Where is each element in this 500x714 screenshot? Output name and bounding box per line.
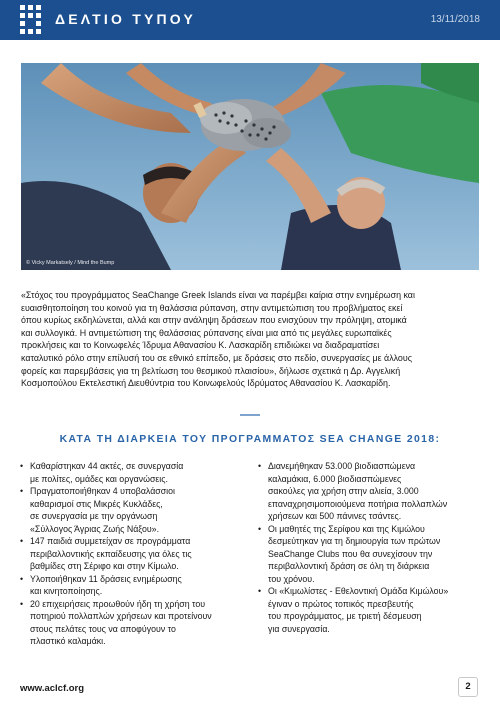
intro-line: «Στόχος του προγράμματος SeaChange Greek Islands είναι να παρέμβει καίρια στην ενημέρωση και — [21, 290, 415, 300]
bullet-list-left — [20, 460, 242, 648]
list-item-line: 147 παιδιά συμμετείχαν σε προγράμματα — [30, 536, 191, 546]
list-item-line: βαθμίδες στη Σέριφο και στην Κίμωλο. — [30, 561, 179, 571]
photo-credit: © Vicky Markatsely / Mind the Bump — [26, 260, 115, 266]
bullet-list-right — [258, 460, 480, 635]
list-item-line: του χρόνου. — [268, 573, 315, 584]
website-link[interactable]: www.aclcf.org — [20, 683, 85, 694]
list-item-line: Οι μαθητές της Σερίφου και της Κιμώλου — [268, 523, 425, 534]
intro-line: προκλήσεις και το Κοινωφελές Ίδρυμα Αθανασίου Κ. Λασκαρίδη επιδιώκει να διαδραματίσει — [21, 340, 380, 351]
intro-line: ευαισθητοποίηση του κοινού για τη θαλάσσια ρύπανση, στην αντιμετώπιση του προβλήματος εκεί — [21, 302, 403, 313]
list-item-line: επαναχρησιμοποιούμενα ποτήρια πολλαπλών — [268, 498, 448, 509]
list-item — [20, 573, 242, 598]
list-item-line: Υλοποιήθηκαν 11 δράσεις ενημέρωσης — [30, 573, 182, 584]
list-item-line: 20 επιχειρήσεις προωθούν ήδη τη χρήση του — [30, 598, 206, 609]
list-item-line: χρήσεων και 500 πάνινες τσάντες. — [268, 511, 402, 521]
list-item-line: SeaChange Clubs που θα συνεχίσουν την — [268, 548, 433, 559]
list-item-line: καθαρισμοί στις Μικρές Κυκλάδες, — [30, 498, 163, 509]
intro-quote-paragraph — [21, 289, 481, 390]
list-item-line: σακούλες για χρήση στην αλιεία, 3.000 — [268, 486, 419, 496]
intro-line: φορείς και παρεμβάσεις για τη βελτίωση του θεσμικού πλαισίου», δήλωσε σχετικά η Δρ. Αγγελική — [21, 365, 401, 376]
list-item-line: στους πελάτες τους να αποφύγουν το — [30, 623, 176, 634]
aclcf-logo-icon — [20, 5, 42, 35]
list-item-line: Οι «Κιμωλίστες - Εθελοντική Ομάδα Κιμώλου» — [268, 586, 449, 596]
list-item-line: για συνεργασία. — [268, 623, 330, 634]
list-item-line: ποτηριού πολλαπλών χρήσεων και προτείνουν — [30, 611, 212, 621]
section-divider — [240, 414, 260, 416]
list-item-line: πλαστικό καλαμάκι. — [30, 636, 106, 646]
page-number: 2 — [458, 677, 478, 697]
list-item-line: Διανεμήθηκαν 53.000 βιοδιασπώμενα — [268, 461, 416, 471]
list-item — [258, 585, 480, 635]
header-bar — [0, 0, 500, 40]
list-item-line: του προγράμματος, με τριετή δέσμευση — [268, 611, 422, 621]
list-item — [20, 460, 242, 485]
list-item — [20, 485, 242, 535]
list-item — [258, 523, 480, 586]
list-item-line: Καθαρίστηκαν 44 ακτές, σε συνεργασία — [30, 461, 184, 471]
section-heading: ΚΑΤΑ ΤΗ ΔΙΑΡΚΕΙΑ ΤΟΥ ΠΡΟΓΡΑΜΜΑΤΟΣ SEA CHANGE 2018: — [59, 434, 441, 445]
press-release-date: 13/11/2018 — [430, 14, 480, 25]
list-item-line: καλαμάκια, 6.000 βιοδιασπώμενες — [268, 473, 402, 484]
page-title: ΔΕΛΤΙΟ ΤΥΠΟΥ — [55, 11, 197, 27]
list-item — [20, 535, 242, 573]
intro-line: και συλλογικά. Η αντιμετώπιση της θαλάσσιας ρύπανσης είναι μια από τις μεγάλες ευρωπαϊκές — [21, 327, 392, 338]
list-item-line: περιβαλλοντικής εκπαίδευσης για όλες τις — [30, 548, 192, 559]
list-item — [258, 460, 480, 523]
list-item-line: σε συνεργασία με την οργάνωση — [30, 511, 158, 521]
list-item-line: δεσμεύτηκαν για τη δημιουργία των πρώτων — [268, 536, 441, 546]
list-item-line: Πραγματοποιήθηκαν 4 υποβαλάσσιοι — [30, 486, 175, 496]
list-item-line: περιβαλλοντική δράση σε όλη τη διάρκεια — [268, 561, 430, 571]
list-item-line: με πολίτες, ομάδες και οργανώσεις. — [30, 473, 168, 484]
hero-photo — [21, 63, 479, 270]
intro-line: καταλυτικό ρόλο στην επίλυσή του σε εθνικό επίπεδο, με δράσεις στο πεδίο, συνεργασίες με άλλους — [21, 352, 412, 363]
list-item-line: έγιναν ο πρώτος τοπικός πρεσβευτής — [268, 598, 414, 609]
list-item-line: «Σύλλογος Άγριας Ζωής Νάξου». — [30, 523, 160, 534]
intro-line: Κοσμοπούλου Εκτελεστική Διευθύντρια του Κοινωφελούς Ιδρύματος Αθανασίου Κ. Λασκαρίδη. — [21, 378, 391, 389]
photo-hands-together-icon — [21, 63, 479, 270]
list-item — [20, 598, 242, 648]
intro-line: όπου κυρίως εκδηλώνεται, αλλά και στην ανάληψη δράσεων που ενισχύουν την πρόληψη, ατομικά — [21, 315, 407, 326]
list-item-line: και κινητοποίησης. — [30, 586, 103, 596]
